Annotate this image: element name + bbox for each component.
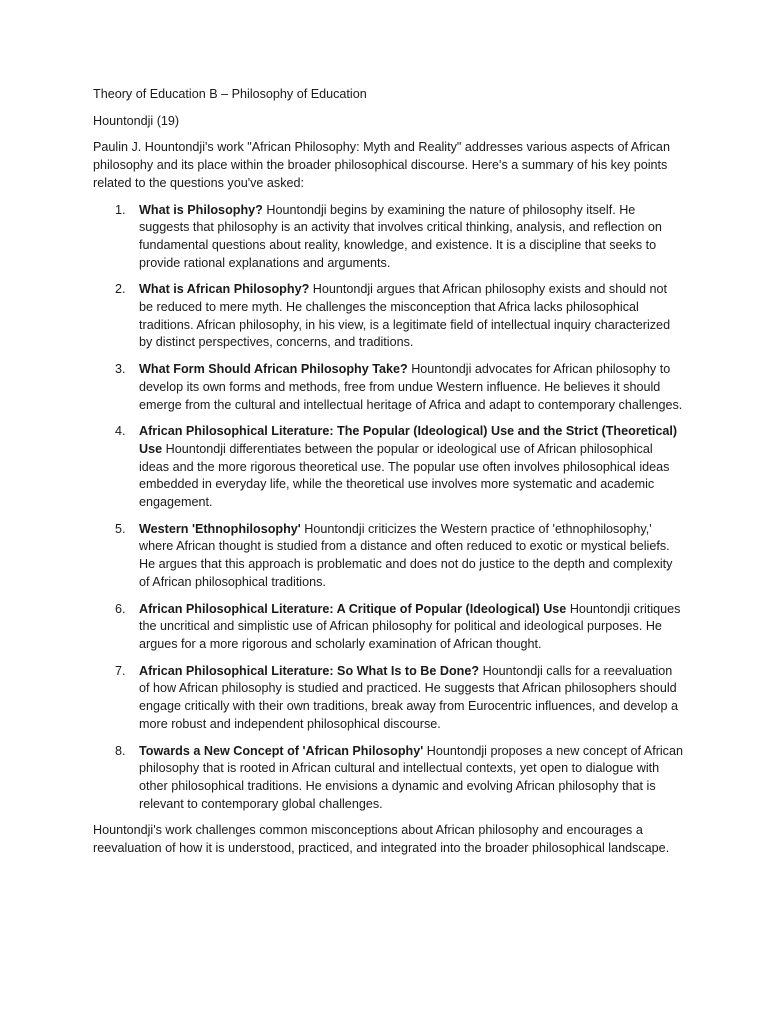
list-item-number: 5.	[115, 521, 126, 536]
key-points-list	[93, 202, 683, 814]
list-item-heading: Western 'Ethnophilosophy'	[139, 521, 305, 536]
list-item	[93, 202, 683, 273]
list-item-text: Hountondji criticizes the Western practice of 'ethnophilosophy,' where African thought is studied from a distance and often reduced to exotic or mystical beliefs. He argues that this approach is problematic and does not do justice to the depth and complexity of African philosophical traditions.	[139, 521, 673, 589]
list-item-text: Hountondji critiques the uncritical and simplistic use of African philosophy for political and ideological purposes. He argues for a more rigorous and scholarly examination of African thought.	[139, 601, 681, 651]
conclusion-paragraph: Hountondji's work challenges common misconceptions about African philosophy and encourages a reevaluation of how it is understood, practiced, and integrated into the broader philosophical landscape.	[93, 823, 670, 856]
list-item-text: Hountondji proposes a new concept of African philosophy that is rooted in African cultural and intellectual contexts, yet open to dialogue with other philosophical traditions. He envisions a dynamic and evolving African philosophy that is relevant to contemporary global challenges.	[139, 743, 683, 811]
list-item-text: Hountondji argues that African philosophy exists and should not be reduced to mere myth. He challenges the misconception that Africa lacks philosophical traditions. African philosophy, in his view, is a legitimate field of intellectual inquiry characterized by distinct perspectives, concerns, and traditions.	[139, 282, 671, 350]
list-item-heading: Towards a New Concept of 'African Philosophy'	[139, 743, 427, 758]
list-item-number: 3.	[115, 362, 126, 377]
list-item-heading: What is Philosophy?	[139, 202, 267, 217]
list-item	[93, 601, 683, 654]
list-item-text: Hountondji begins by examining the nature of philosophy itself. He suggests that philosophy is an activity that involves critical thinking, analysis, and reflection on fundamental questions about reality, knowledge, and existence. It is a discipline that seeks to provide rational explanations and arguments.	[139, 202, 662, 270]
document-title: Theory of Education B – Philosophy of Education	[93, 87, 367, 101]
list-item	[93, 281, 683, 352]
list-item-heading: African Philosophical Literature: The Popular (Ideological) Use and the Strict (Theoretical) Use	[139, 424, 678, 456]
list-item-heading: African Philosophical Literature: So What Is to Be Done?	[139, 663, 483, 678]
list-item-number: 4.	[115, 424, 126, 439]
list-item-text: Hountondji differentiates between the popular or ideological use of African philosophical ideas and the more rigorous theoretical use. The popular use often involves philosophical ideas embedded in everyday life, while the theoretical use involves more systematic and academic engagement.	[139, 441, 670, 510]
list-item-number: 8.	[115, 743, 126, 758]
document-subtitle: Hountondji (19)	[93, 113, 180, 128]
list-item	[93, 521, 683, 592]
list-item	[93, 663, 683, 734]
document-body	[93, 86, 683, 867]
list-item	[93, 423, 683, 512]
list-item-heading: What is African Philosophy?	[139, 282, 313, 297]
list-item-number: 2.	[115, 282, 126, 297]
list-item-text: Hountondji advocates for African philosophy to develop its own forms and methods, free from undue Western influence. He believes it should emerge from the cultural and intellectual heritage of Africa and adapt to contemporary challenges.	[139, 362, 683, 412]
list-item-number: 1.	[115, 202, 126, 217]
list-item-heading: African Philosophical Literature: A Critique of Popular (Ideological) Use	[139, 601, 570, 616]
intro-paragraph: Paulin J. Hountondji's work "African Philosophy: Myth and Reality" addresses various aspects of African philosophy and its place within the broader philosophical discourse. Here's a summary of his key points related to the questions you've asked:	[93, 140, 670, 190]
list-item	[93, 743, 683, 814]
list-item-number: 6.	[115, 601, 126, 616]
list-item-number: 7.	[115, 663, 126, 678]
list-item-heading: What Form Should African Philosophy Take?	[139, 362, 412, 377]
list-item	[93, 361, 683, 414]
list-item-text: Hountondji calls for a reevaluation of how African philosophy is studied and practiced. He suggests that African philosophers should engage critically with their own traditions, break away from Eurocentric influences, and develop a more robust and independent philosophical discourse.	[139, 663, 679, 731]
